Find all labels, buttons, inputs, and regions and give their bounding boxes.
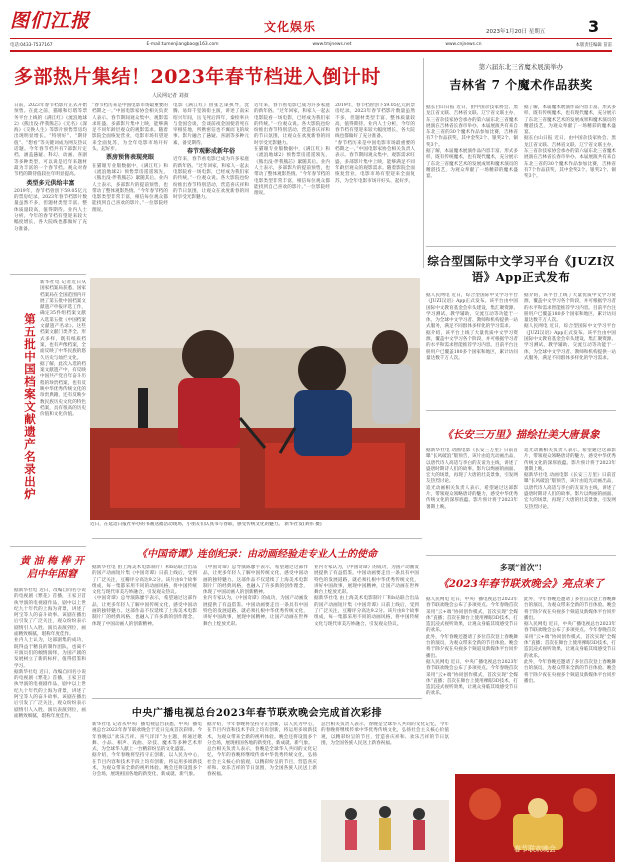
- lead-paragraph: 近年来，春节看电影已成为许多家庭的新年俗。“过年回家，和家人一起去电影院看一场电影，已经成为我们家的传统。”一位观众说。各大影院也纷纷推出春节特别活动，营造喜庆祥和的节日氛围，让观众在欢度新春的同时享受光影魅力。: [173, 157, 249, 201]
- changan-paragraph: 追光动画相关负责人表示，希望通过这部影片，带领观众领略唐诗的魅力，感受中华优秀传统文化的深厚底蕴。影片预计将于2023年暑期上映。: [426, 485, 518, 510]
- animation-paragraph: 业内专家认为，《中国奇谭》的成功，为国产动画发展提供了有益借鉴。中国动画要走出一条具有中国特色的发展道路，就必须扎根中华优秀传统文化，讲好中国故事，展现中国精神，让国产动画在世界舞台上绽放光彩。: [203, 596, 308, 627]
- huangmei-paragraph: 业内人士认为，这部剧集的成功，既得益于精良的制作团队，也离不开演员们的倾情演绎，为国产剧的发展树立了新的标杆，值得借鉴和学习。: [14, 638, 86, 669]
- contact-bar: [10, 42, 612, 48]
- gala-column-1: [92, 722, 202, 862]
- column-rule: [423, 58, 424, 268]
- huangmei-title: 黄 油 梅 桦 开启中年困窘: [20, 556, 84, 580]
- contact-site-1: www.tmjnews.net: [312, 42, 352, 47]
- magic-paragraph: 据了解，本届魔术展演作品内容丰富、形式多样，既有传统魔术，也有现代魔术，充分展示了东北三省魔术艺术的发展成果和魔术演员的精湛技艺，为观众奉献了一场精彩的魔术盛宴。: [524, 105, 616, 136]
- issue-date: 2023年1月20日 星期五: [486, 29, 546, 35]
- lead-column-2: [92, 103, 168, 271]
- lead-byline: 人民网记者 刘叔: [152, 93, 189, 99]
- lead-column-1: [14, 103, 87, 271]
- magic-paragraph: 据长白山日报 近日，由中国杂技家协会、黑龙江省文联、吉林省文联、辽宁省文联主办，东三省杂技家协会承办的第六届东北三省魔术展演在吉林省长春市举办。本届展演共有来自东北三省的30个魔术作品参加比赛，吉林省有7个作品获奖，其中金奖2个、银奖2个、铜奖3个。: [426, 105, 518, 148]
- divider: [92, 698, 422, 699]
- lead-paragraph: “春节档历来是中国电影市场最重要的档期之一。”中国电影家协会相关负责人表示。春节期间观众集中、观影需求旺盛，多部影片集中上映，能够满足不同年龄层观众的观影需求。随着影院全面恢复营业，电影市场有望迎来全面复苏，为全年电影市场开好头、起好步。: [335, 140, 415, 184]
- caption-text: 近日，在延边日报社举办的书画送福活动现场，小朋友们认真书写春联，感受传统文化的魅力。: [90, 522, 283, 527]
- animation-paragraph: 《中国奇谭》总导演陈廖宇表示，希望通过这部作品，让更多年轻人了解中国传统文化，感受中国动画的独特魅力。这部作品不仅延续了上海美术电影制片厂的经典风格，也融入了许多新的创作理念，体现了中国动画人的创新精神。: [92, 596, 197, 627]
- changan-paragraph: 追光动画相关负责人表示，希望通过这部影片，带领观众领略唐诗的魅力，感受中华优秀传统文化的深厚底蕴。影片预计将于2023年暑期上映。: [524, 448, 616, 472]
- gala-paragraph: 总台相关负责人表示，春晚是全球华人共同的文化记忆，今年的春晚将继续传承中华优秀传统文化，弘扬社会主义核心价值观，以精彩纷呈的节目，营造喜庆祥和、欢乐吉祥的节日氛围，为全国各族人民送上新春祝福。: [321, 722, 449, 746]
- lead-subhead-2: 票房预售表现亮眼: [105, 154, 154, 162]
- lead-paragraph: 日前，2023年春节档影片正式开始预售。在此之前，猫眼和灯塔等票务平台上线的《满江红》《流浪地球2》《熊出没·伴我熊芯》《无名》《深海》《交换人生》等影片预售票房均出现明显增长。“特别好”、“期待值”、“想看”等关键词成为网友热议话题。今年春节档共有7部影片定档，涵盖悬疑、科幻、动画、喜剧等多种类型，可以说是近年来题材最为丰富的一个春节档。观众对春节档的期待值较往年明显提高。: [14, 103, 87, 178]
- lead-column-5: [335, 103, 415, 271]
- lead-subhead-3: 春节观影成新年俗: [186, 148, 235, 156]
- lead-paragraph: 在猫眼专业版数据中，《满江红》和《流浪地球2》预售票房遥遥领先，《熊出没·伴我熊芯》紧随其后。业内人士表示，多部影片的提前预售，也带动了整体观影热情。“今年春节档的电影类型非常丰富，相信每位观众都能找到自己喜欢的影片。”一位影院经理说。: [254, 147, 330, 197]
- poster-text: 春节联欢晚会: [514, 845, 556, 853]
- huangmei-paragraph: 据新华社电 近日，改编自同名小说的电视剧《繁花》首播，王家卫首执导演的电视剧作品，剧中以上世纪九十年代的上海为背景，讲述了阿宝等人的奋斗故事。该剧在播出后引发了广泛关注，观众纷纷表示剧情引人入胜、演员表演到位，画面精致细腻，堪称年度佳作。: [14, 669, 86, 719]
- magic-column-1: [426, 105, 518, 243]
- dance-illustration: [321, 800, 449, 862]
- gala-highlights-title: 《2023年春节联欢晚会》亮点来了: [438, 578, 604, 590]
- divider: [10, 274, 86, 275]
- animation-column-2: [203, 565, 308, 695]
- page-editor: 本版责任编辑 苗雷: [575, 43, 612, 48]
- divider: [10, 546, 86, 547]
- huangmei-paragraph: 据新华社电 近日，改编自同名小说的电视剧《繁花》首播，王家卫首执导演的电视剧作品，剧中以上世纪九十年代的上海为背景，讲述了阿宝等人的奋斗故事。该剧在播出后引发了广泛关注，观众纷纷表示剧情引人入胜、演员表演到位，画面精致细腻，堪称年度佳作。: [14, 588, 86, 638]
- gala-paragraph: 新华社电 记者从中央广播电视总台获悉，中央广播电视总台2023年春节联欢晚会于近日完成首次彩排。今年春晚以“欢乐吉祥、喜气洋洋”为主题，将通过歌舞、小品、相声、戏曲、杂技、魔术等多种艺术形式，为全球华人献上一台精彩纷呈的文化盛宴。: [92, 722, 202, 753]
- contact-email: E-mail:tumenjiangbao@163.com: [146, 42, 219, 47]
- changan-column-1: [426, 448, 518, 548]
- masthead-rule: [10, 38, 612, 39]
- changan-column-2: [524, 448, 616, 548]
- magic-paragraph: 据长白山日报 近日，由中国杂技家协会、黑龙江省文联、吉林省文联、辽宁省文联主办，东三省杂技家协会承办的第六届东北三省魔术展演在吉林省长春市举办。本届展演共有来自东北三省的30个魔术作品参加比赛，吉林省有7个作品获奖，其中金奖2个、银奖2个、铜奖3个。: [524, 136, 616, 180]
- gala-kicker: 多项“首次”!: [500, 563, 542, 572]
- juzi-paragraph: 据人民网电 近日，综合型国际中文学习平台《JUZI汉语》App正式发布。该平台由中国国际中文教育基金会牵头建设，集汇聚资源、学习测试、教学辅助、交流互动等功能于一体，为全球中文学习者、教师和机构提供一站式服务，满足不同群体多样化的学习需求。: [524, 324, 616, 361]
- newspaper-logo: 图们江报: [10, 10, 91, 32]
- juzi-column-1: [426, 293, 518, 403]
- changan-paragraph: 据新华社电 动画电影《长安三万里》日前首曝“长风破浪”版预告，该片由追光动画出品，以唐代诗人高适与李白的友谊为主线，讲述了盛唐时期诗人们的故事。影片以绚丽的画面、宏大的场景，再现了大唐的壮美景象，引发网友热烈讨论。: [524, 473, 616, 510]
- animation-story-title: 《中国奇谭》连创纪录：由动画经验走专业人士的使命: [137, 549, 377, 560]
- divider: [426, 246, 616, 247]
- animation-paragraph: 《中国奇谭》总导演陈廖宇表示，希望通过这部作品，让更多年轻人了解中国传统文化，感受中国动画的独特魅力。这部作品不仅延续了上海美术电影制片厂的经典风格，也融入了许多新的创作理念，体现了中国动画人的创新精神。: [203, 565, 308, 596]
- juzi-app-title: 综合型国际中文学习平台《JUZI汉语》App正式发布: [427, 254, 615, 284]
- animation-column-1: [92, 565, 197, 695]
- archive-story-body: [40, 280, 86, 542]
- archive-story-title: 第五批中国档案文献遗产名录出炉: [23, 313, 37, 501]
- photo-illustration: [90, 278, 420, 520]
- divider: [426, 410, 616, 411]
- lead-subhead-1: 类型多元供给丰富: [26, 179, 75, 187]
- animation-paragraph: 据新华社电 由上海美术电影制片厂和b站联合出品的国产动画短片集《中国奇谭》日前上线后，受到了广泛关注，豆瓣评分高达9.2分。该片由8个故事组成，每一集都采用不同的动画风格，将中国传统文化与现代审美巧妙融合，引发观众热议。: [92, 565, 197, 596]
- gala-highlights-paragraph: 此外，今年春晚还邀请了多位首次登上春晚舞台的演员，为观众带来全新的节目体验。晚会将于除夕夜在央视多个频道及新媒体平台同步播出。: [524, 597, 616, 621]
- page-number: 3: [588, 17, 600, 36]
- juzi-column-2: [524, 293, 616, 403]
- magic-title: 吉林省 7 个魔术作品获奖: [449, 78, 593, 92]
- magic-column-2: [524, 105, 616, 243]
- section-title: 文化娱乐: [264, 20, 317, 34]
- juzi-paragraph: 据介绍，该平台上线了大量优质中文学习资源，覆盖中文学习各个阶段，并可根据学习者的水平和需求智能推荐学习内容。目前平台注册用户已覆盖180多个国家和地区，累计访问量达数千万人次。: [426, 330, 518, 361]
- gala-highlights-paragraph: 据人民网电 近日，中央广播电视总台2023年春节联欢晚会公布了多项亮点。今年春晚首次采用“云+端”协同创作模式，首次实现“全媒体”直播；首次在舞台上使用裸眼3D技术，打造沉浸式视听效果，让观众身临其境感受节日的欢乐。: [524, 622, 616, 659]
- contact-rule: [10, 50, 612, 52]
- lead-paragraph: 在猫眼专业版数据中，《满江红》和《流浪地球2》预售票房遥遥领先，《熊出没·伴我熊芯》紧随其后。业内人士表示，多部影片的提前预售，也带动了整体观影热情。“今年春节档的电影类型非常丰富，相信每位观众都能找到自己喜欢的影片。”一位影院经理说。: [92, 163, 168, 213]
- animation-column-3: [314, 565, 419, 695]
- gala-highlights-paragraph: 此外，今年春晚还邀请了多位首次登上春晚舞台的演员，为观众带来全新的节目体验。晚会将于除夕夜在央视多个频道及新媒体平台同步播出。: [524, 659, 616, 684]
- caption-credit: 新华社发(刘伟 摄): [284, 522, 322, 527]
- juzi-paragraph: 据人民网电 近日，综合型国际中文学习平台《JUZI汉语》App正式发布。该平台由中国国际中文教育基金会牵头建设，集汇聚资源、学习测试、教学辅助、交流互动等功能于一体，为全球中文学习者、教师和机构提供一站式服务，满足不同群体多样化的学习需求。: [426, 293, 518, 330]
- lead-column-4: [254, 103, 330, 271]
- gala-highlights-paragraph: 据人民网电 近日，中央广播电视总台2023年春节联欢晚会公布了多项亮点。今年春晚首次采用“云+端”协同创作模式，首次实现“全媒体”直播；首次在舞台上使用裸眼3D技术，打造沉浸式视听效果，让观众身临其境感受节日的欢乐。: [426, 597, 518, 634]
- lead-paragraph: 2019年，春节档曾创下59.05亿元的票房纪录。2023年春节档影片数量虽然不多，但题材类型丰富、整体质量较高，值得期待。业内人士分析，今年的春节档有望迎来较大幅度增长，各大院线也都做好了充分准备。: [335, 103, 415, 140]
- divider: [92, 538, 422, 539]
- photo-caption: [90, 522, 420, 536]
- divider: [426, 555, 616, 556]
- archive-paragraph: 据了解，此次入选的档案文献遗产中，有反映中国共产党百年奋斗历程的珍贵档案，也有反映中华优秀传统文化的珍贵典籍，还有反映少数民族历史文化的特色档案，具有很高的历史价值和文化价值。: [40, 361, 86, 418]
- changan-paragraph: 据新华社电 动画电影《长安三万里》日前首曝“长风破浪”版预告，该片由追光动画出品，以唐代诗人高适与李白的友谊为主线，讲述了盛唐时期诗人们的故事。影片以绚丽的画面、宏大的场景，再现了大唐的壮美景象，引发网友热烈讨论。: [426, 448, 518, 485]
- gala-highlights-paragraph: 此外，今年春晚还邀请了多位首次登上春晚舞台的演员，为观众带来全新的节目体验。晚会将于除夕夜在央视多个频道及新媒体平台同步播出。: [426, 634, 518, 659]
- juzi-paragraph: 据介绍，该平台上线了大量优质中文学习资源，覆盖中文学习各个阶段，并可根据学习者的水平和需求智能推荐学习内容。目前平台注册用户已覆盖180多个国家和地区，累计访问量达数千万人次。: [524, 293, 616, 324]
- animation-paragraph: 据新华社电 由上海美术电影制片厂和b站联合出品的国产动画短片集《中国奇谭》日前上线后，受到了广泛关注，豆瓣评分高达9.2分。该片由8个故事组成，每一集都采用不同的动画风格，将中国传统文化与现代审美巧妙融合，引发观众热议。: [314, 596, 419, 627]
- archive-paragraph: 新华社电 记者近日从国家档案局获悉，国家档案局在全国范围内开展了第五批中国档案文献遗产申报评选工作，确定35件组档案文献入选第五批《中国档案文献遗产名录》。这些档案文献门类齐全、形式多样，既有纸质档案，也有声像档案，全面反映了中华民族的悠久历史与灿烂文化。: [40, 280, 86, 361]
- gala-paragraph: 据介绍，今年春晚将坚持守正创新，以人民为中心，在节目内容和技术手段上均有创新，将运用多项新技术，为观众带来全新的视听体验。晚会还将设置多个分会场，展现祖国各地的新变化、新成就、新气象。: [207, 722, 317, 746]
- gala-rehearsal-title: 中央广播电视总台2023年春节联欢晚会完成首次彩排: [131, 708, 383, 719]
- calligraphy-photo: [90, 278, 420, 520]
- lead-paragraph: 2019年，春节档曾创下59.05亿元的票房纪录。2023年春节档影片数量虽然不多，但题材类型丰富、整体质量较高，值得期待。业内人士分析，今年的春节档有望迎来较大幅度增长，各大院线也都做好了充分准备。: [14, 188, 87, 232]
- gala-paragraph: 总台相关负责人表示，春晚是全球华人共同的文化记忆，今年的春晚将继续传承中华优秀传统文化，弘扬社会主义核心价值观，以精彩纷呈的节目，营造喜庆祥和、欢乐吉祥的节日氛围，为全国各族人民送上新春祝福。: [207, 747, 317, 778]
- gala-highlights-column-2: [524, 597, 616, 769]
- gala-column-2: [207, 722, 317, 862]
- lead-paragraph: 电影《满江红》由张艺谋执导，沈腾、易烊千玺领衔主演，讲述了南宋绍兴年间，岳飞死后四年，秦桧率兵与金国会谈，会谈前夜金国使者死在宰相驻地，所携密信也不翼而飞的故事。影片融合了悬疑、喜剧等多种元素，备受期待。: [173, 103, 249, 146]
- magic-paragraph: 据了解，本届魔术展演作品内容丰富、形式多样，既有传统魔术，也有现代魔术，充分展示了东北三省魔术艺术的发展成果和魔术演员的精湛技艺，为观众奉献了一场精彩的魔术盛宴。: [426, 149, 518, 180]
- contact-phone: 电话:0433-7537167: [10, 43, 53, 48]
- masthead: [0, 0, 622, 46]
- gala-dance-photo: [321, 800, 449, 862]
- gala-highlights-paragraph: 据人民网电 近日，中央广播电视总台2023年春节联欢晚会公布了多项亮点。今年春晚首次采用“云+端”协同创作模式，首次实现“全媒体”直播；首次在舞台上使用裸眼3D技术，打造沉浸式视听效果，让观众身临其境感受节日的欢乐。: [426, 659, 518, 697]
- lead-paragraph: 近年来，春节看电影已成为许多家庭的新年俗。“过年回家，和家人一起去电影院看一场电影，已经成为我们家的传统。”一位观众说。各大影院也纷纷推出春节特别活动，营造喜庆祥和的节日氛围，让观众在欢度新春的同时享受光影魅力。: [254, 103, 330, 146]
- lead-headline: 多部热片集结！2023年春节档进入倒计时: [14, 66, 381, 88]
- gala-poster-image: [455, 774, 615, 862]
- contact-site-2: www.cnjnews.cn: [445, 42, 482, 47]
- gala-paragraph: 据介绍，今年春晚将坚持守正创新，以人民为中心，在节目内容和技术手段上均有创新，将运用多项新技术，为观众带来全新的视听体验。晚会还将设置多个分会场，展现祖国各地的新变化、新成就、新气象。: [92, 753, 202, 778]
- animation-paragraph: 业内专家认为，《中国奇谭》的成功，为国产动画发展提供了有益借鉴。中国动画要走出一条具有中国特色的发展道路，就必须扎根中华优秀传统文化，讲好中国故事，展现中国精神，让国产动画在世界舞台上绽放光彩。: [314, 565, 419, 596]
- magic-kicker: 第六届东北三省魔术展演举办: [478, 63, 564, 71]
- lead-column-3: [173, 103, 249, 271]
- lead-paragraph: “春节档历来是中国电影市场最重要的档期之一。”中国电影家协会相关负责人表示。春节期间观众集中、观影需求旺盛，多部影片集中上映，能够满足不同年龄层观众的观影需求。随着影院全面恢复营业，电影市场有望迎来全面复苏，为全年电影市场开好头、起好步。: [92, 103, 168, 153]
- huangmei-body: [14, 588, 86, 862]
- gala-highlights-column-1: [426, 597, 518, 769]
- changan-title: 《长安三万里》描绘壮美大唐景象: [442, 429, 600, 441]
